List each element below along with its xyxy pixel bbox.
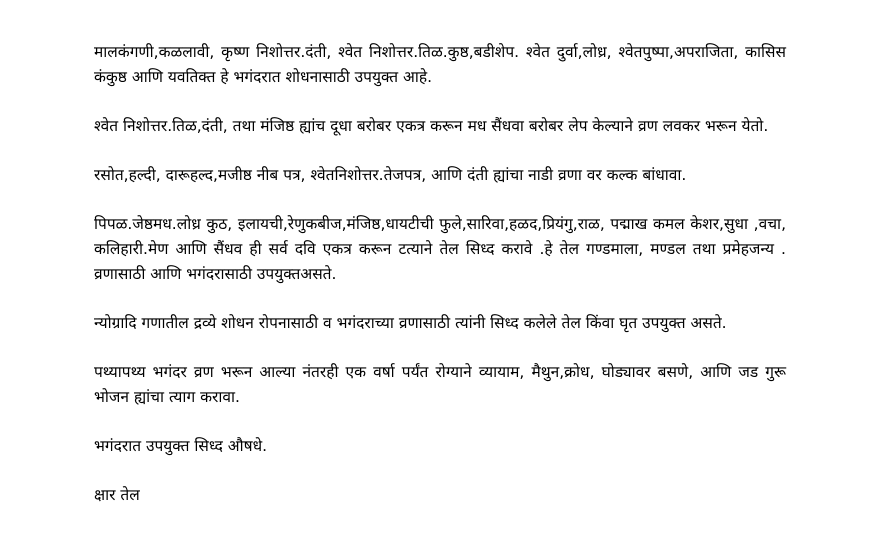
document-body [94, 40, 786, 532]
paragraph-kalka: रसोत,हल्दी, दारूहल्द,मजीष्ठ नीब पत्र, श्वेतनिशोत्तर.तेजपत्र, आणि दंती ह्यांचा नाडी व्रणा वर कल्क बांधावा. [94, 166, 687, 184]
paragraph-lepa: श्वेत निशोत्तर.तिळ,दंती, तथा मंजिष्ठ ह्यांच दूधा बरोबर एकत्र करून मध सैंधवा बरोबर लेप केल्याने व्रण लवकर भरून येतो. [94, 117, 769, 135]
paragraph-shodhana-dravya: मालकंगणी,कळलावी, कृष्ण निशोत्तर.दंती, श्वेत निशोत्तर.तिळ.कुष्ठ,बडीशेप. श्वेत दुर्वा,लोध्र, श्वेतपुष्पा,अपराजिता, कासिस कंकुष्ठ आणि यवतिक्त हे भगंदरात शोधनासाठी उपयुक्त आहे. [94, 43, 786, 86]
paragraph-taila: पिपळ.जेष्ठमध.लोध्र कुठ, इलायची,रेणुकबीज,मंजिष्ठ,धायटीची फुले,सारिवा,हळद,प्रियंगु,राळ, पद्माख कमल केशर,सुधा ,वचा, कलिहारी.मेण आणि सैंधव ही सर्व दवि एकत्र करून टत्याने तेल सिध्द करावे .हे तेल गण्डमाला, मण्डल तथा प्रमेहजन्य . व्रणासाठी आणि भगंदरासाठी उपयुक्तअसते. [94, 215, 786, 283]
paragraph-pathyapathya: पथ्यापथ्य भगंदर व्रण भरून आल्या नंतरही एक वर्षा पर्यंत रोग्याने व्यायाम, मैथुन,क्रोध, घोड्यावर बसणे, आणि जड गुरू भोजन ह्यांचा त्याग करावा. [94, 363, 786, 406]
paragraph-nyagrodhadi: न्योग्रादि गणातील द्रव्ये शोधन रोपनासाठी व भगंदराच्या व्रणासाठी त्यांनी सिध्द कलेले तेल किंवा घृत उपयुक्त असते. [94, 314, 727, 332]
heading-siddha-aushadhe: भगंदरात उपयुक्त सिध्द औषधे. [94, 437, 268, 455]
heading-kshara-tel: क्षार तेल [94, 486, 140, 504]
